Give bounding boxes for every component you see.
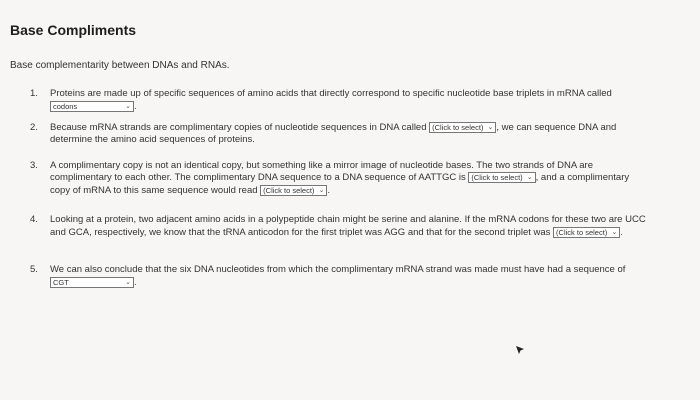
question-number: 4. <box>30 214 38 225</box>
chevron-down-icon: ⌄ <box>487 124 494 131</box>
mouse-cursor-icon <box>515 345 525 355</box>
answer-select-3a[interactable] <box>468 172 535 183</box>
question-text-end: . <box>327 185 330 196</box>
question-2 <box>30 122 650 146</box>
question-5 <box>30 264 650 289</box>
select-value: (Click to select) <box>471 173 523 182</box>
question-text: Looking at a protein, two adjacent amino acids in a polypeptide chain might be serine and alanine. If the mRNA codons for these two are UCC and GCA, respectively, we know that the tRNA anticodon for the first triplet was AGG and that for the second triplet was <box>50 214 646 238</box>
question-text-end: . <box>134 101 137 111</box>
question-3 <box>30 160 650 197</box>
question-text-end: , we can sequence DNA and determine the amino acid sequences of proteins. <box>50 122 617 146</box>
chevron-down-icon: ⌄ <box>125 278 131 286</box>
question-number: 1. <box>30 88 38 99</box>
question-text-end: . <box>134 277 137 287</box>
question-text-end: . <box>620 227 623 237</box>
question-text: Proteins are made up of specific sequences of amino acids that directly correspond to specific nucleotide base triplets in mRNA called <box>50 88 612 99</box>
answer-select-1[interactable] <box>50 101 134 112</box>
chevron-down-icon: ⌄ <box>318 187 325 194</box>
question-number: 3. <box>30 160 38 171</box>
select-value: codons <box>53 101 78 111</box>
select-value: CGT <box>53 277 69 287</box>
chevron-down-icon: ⌄ <box>526 174 533 181</box>
question-text-middle: , and a complimentary copy of mRNA to this same sequence would read <box>50 172 630 197</box>
question-number: 2. <box>30 122 38 133</box>
question-number: 5. <box>30 264 38 275</box>
select-value: (Click to select) <box>556 227 608 237</box>
page-title: Base Compliments <box>10 22 137 38</box>
question-text: A complimentary copy is not an identical copy, but something like a mirror image of nucleotide bases. The two strands of DNA are complimentary to each other. The complimentary DNA sequence to a DNA sequence of AATTGC is <box>50 160 593 184</box>
chevron-down-icon: ⌄ <box>611 228 618 236</box>
select-value: (Click to select) <box>432 123 484 132</box>
answer-select-5[interactable] <box>50 277 134 288</box>
select-value: (Click to select) <box>263 186 315 195</box>
answer-select-4[interactable] <box>553 227 620 238</box>
question-1 <box>30 88 650 113</box>
answer-select-2[interactable] <box>429 122 496 133</box>
chevron-down-icon: ⌄ <box>125 102 131 110</box>
question-text: Because mRNA strands are complimentary copies of nucleotide sequences in DNA called <box>50 122 427 134</box>
intro-text: Base complementarity between DNAs and RNAs. <box>10 60 230 71</box>
question-text: We can also conclude that the six DNA nucleotides from which the complimentary mRNA strand was made must have had a sequence of <box>50 264 626 275</box>
question-4 <box>30 214 650 239</box>
answer-select-3b[interactable] <box>260 185 327 196</box>
